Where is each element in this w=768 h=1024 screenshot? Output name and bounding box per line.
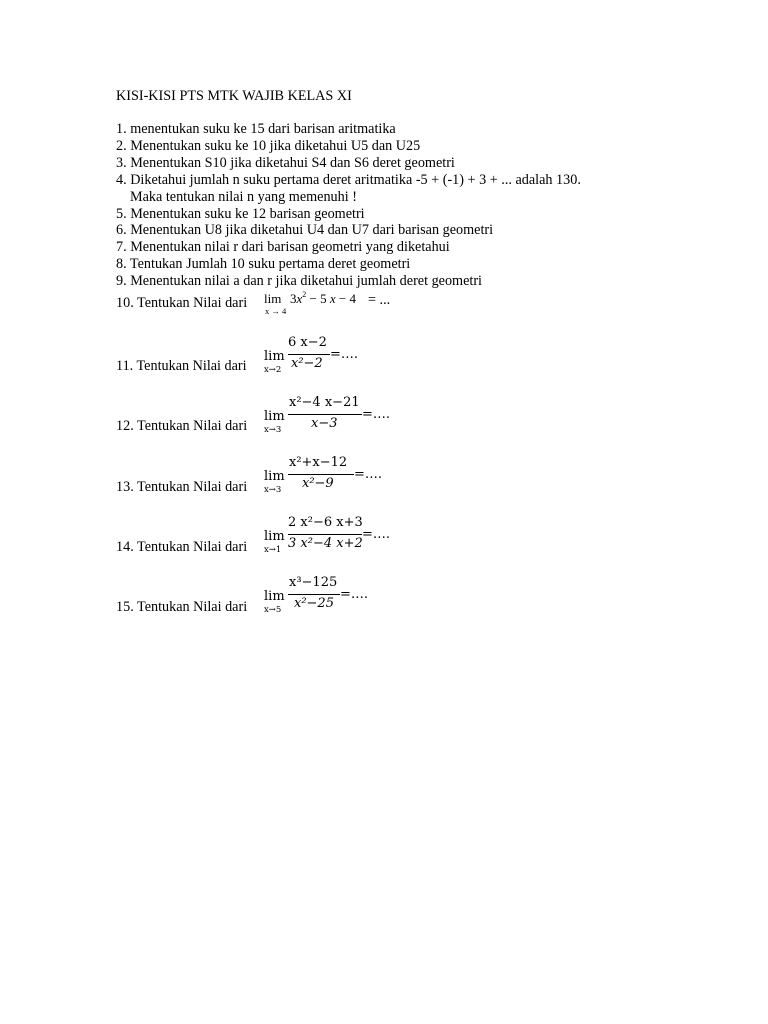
limit-equals: =…. [330, 347, 359, 362]
fraction-denominator: 3 x²−4 x+2 [288, 536, 363, 551]
lim-subscript: x→2 [264, 365, 282, 375]
fraction-denominator: x²−25 [294, 596, 334, 611]
limit-equals: =…. [362, 407, 391, 422]
list-item: 7. Menentukan nilai r dari barisan geometri yang diketahui [116, 239, 450, 255]
list-item: 2. Menentukan suku ke 10 jika diketahui U5 dan U25 [116, 138, 421, 154]
fraction-numerator: 6 x−2 [288, 335, 327, 350]
question-12-label: 12. Tentukan Nilai dari [116, 418, 248, 434]
question-11-limit [264, 335, 424, 385]
fraction-numerator: x²−4 x−21 [289, 395, 360, 410]
fraction-bar [288, 354, 330, 355]
fraction-numerator: x³−125 [289, 575, 338, 590]
limit-expression: $3x^2 - 5$ x − 4 [290, 289, 356, 306]
fraction-bar [288, 594, 340, 595]
list-item-continuation: Maka tentukan nilai n yang memenuhi ! [130, 189, 357, 205]
lim-subscript: x → 4 [265, 306, 287, 316]
lim-subscript: x→1 [264, 545, 282, 555]
lim-operator: lim [264, 291, 282, 306]
lim-operator: lim [264, 409, 285, 424]
question-12-limit [264, 395, 424, 445]
list-item: 4. Diketahui jumlah n suku pertama deret aritmatika -5 + (-1) + 3 + ... adalah 130. [116, 172, 581, 188]
fraction-denominator: x²−2 [291, 356, 323, 371]
fraction-bar [288, 474, 354, 475]
fraction-numerator: 2 x²−6 x+3 [288, 515, 363, 530]
lim-operator: lim [264, 589, 285, 604]
list-item: 1. menentukan suku ke 15 dari barisan aritmatika [116, 121, 396, 137]
limit-equals: =…. [362, 527, 391, 542]
list-item: 3. Menentukan S10 jika diketahui S4 dan S6 deret geometri [116, 155, 455, 171]
fraction-numerator: x²+x−12 [289, 455, 348, 470]
question-15-limit [264, 575, 424, 625]
list-item: 8. Tentukan Jumlah 10 suku pertama deret geometri [116, 256, 411, 272]
lim-operator: lim [264, 469, 285, 484]
question-13-limit [264, 455, 424, 505]
limit-equals: =…. [340, 587, 369, 602]
fraction-bar [288, 414, 362, 415]
list-item: 5. Menentukan suku ke 12 barisan geometri [116, 206, 365, 222]
limit-equals: =…. [354, 467, 383, 482]
lim-subscript: x→5 [264, 605, 282, 615]
fraction-bar [288, 534, 362, 535]
question-13-label: 13. Tentukan Nilai dari [116, 479, 248, 495]
document-title: KISI-KISI PTS MTK WAJIB KELAS XI [116, 88, 352, 104]
lim-operator: lim [264, 529, 285, 544]
limit-equals: = ... [368, 292, 391, 308]
lim-operator: lim [264, 349, 285, 364]
question-11-label: 11. Tentukan Nilai dari [116, 358, 247, 374]
lim-subscript: x→3 [264, 485, 282, 495]
question-15-label: 15. Tentukan Nilai dari [116, 599, 248, 615]
question-14-limit [264, 515, 424, 565]
fraction-denominator: x²−9 [302, 476, 334, 491]
question-10-label: 10. Tentukan Nilai dari [116, 295, 248, 311]
question-14-label: 14. Tentukan Nilai dari [116, 539, 248, 555]
fraction-denominator: x−3 [311, 416, 338, 431]
lim-subscript: x→3 [264, 425, 282, 435]
list-item: 9. Menentukan nilai a dan r jika diketahui jumlah deret geometri [116, 273, 483, 289]
list-item: 6. Menentukan U8 jika diketahui U4 dan U7 dari barisan geometri [116, 222, 494, 238]
